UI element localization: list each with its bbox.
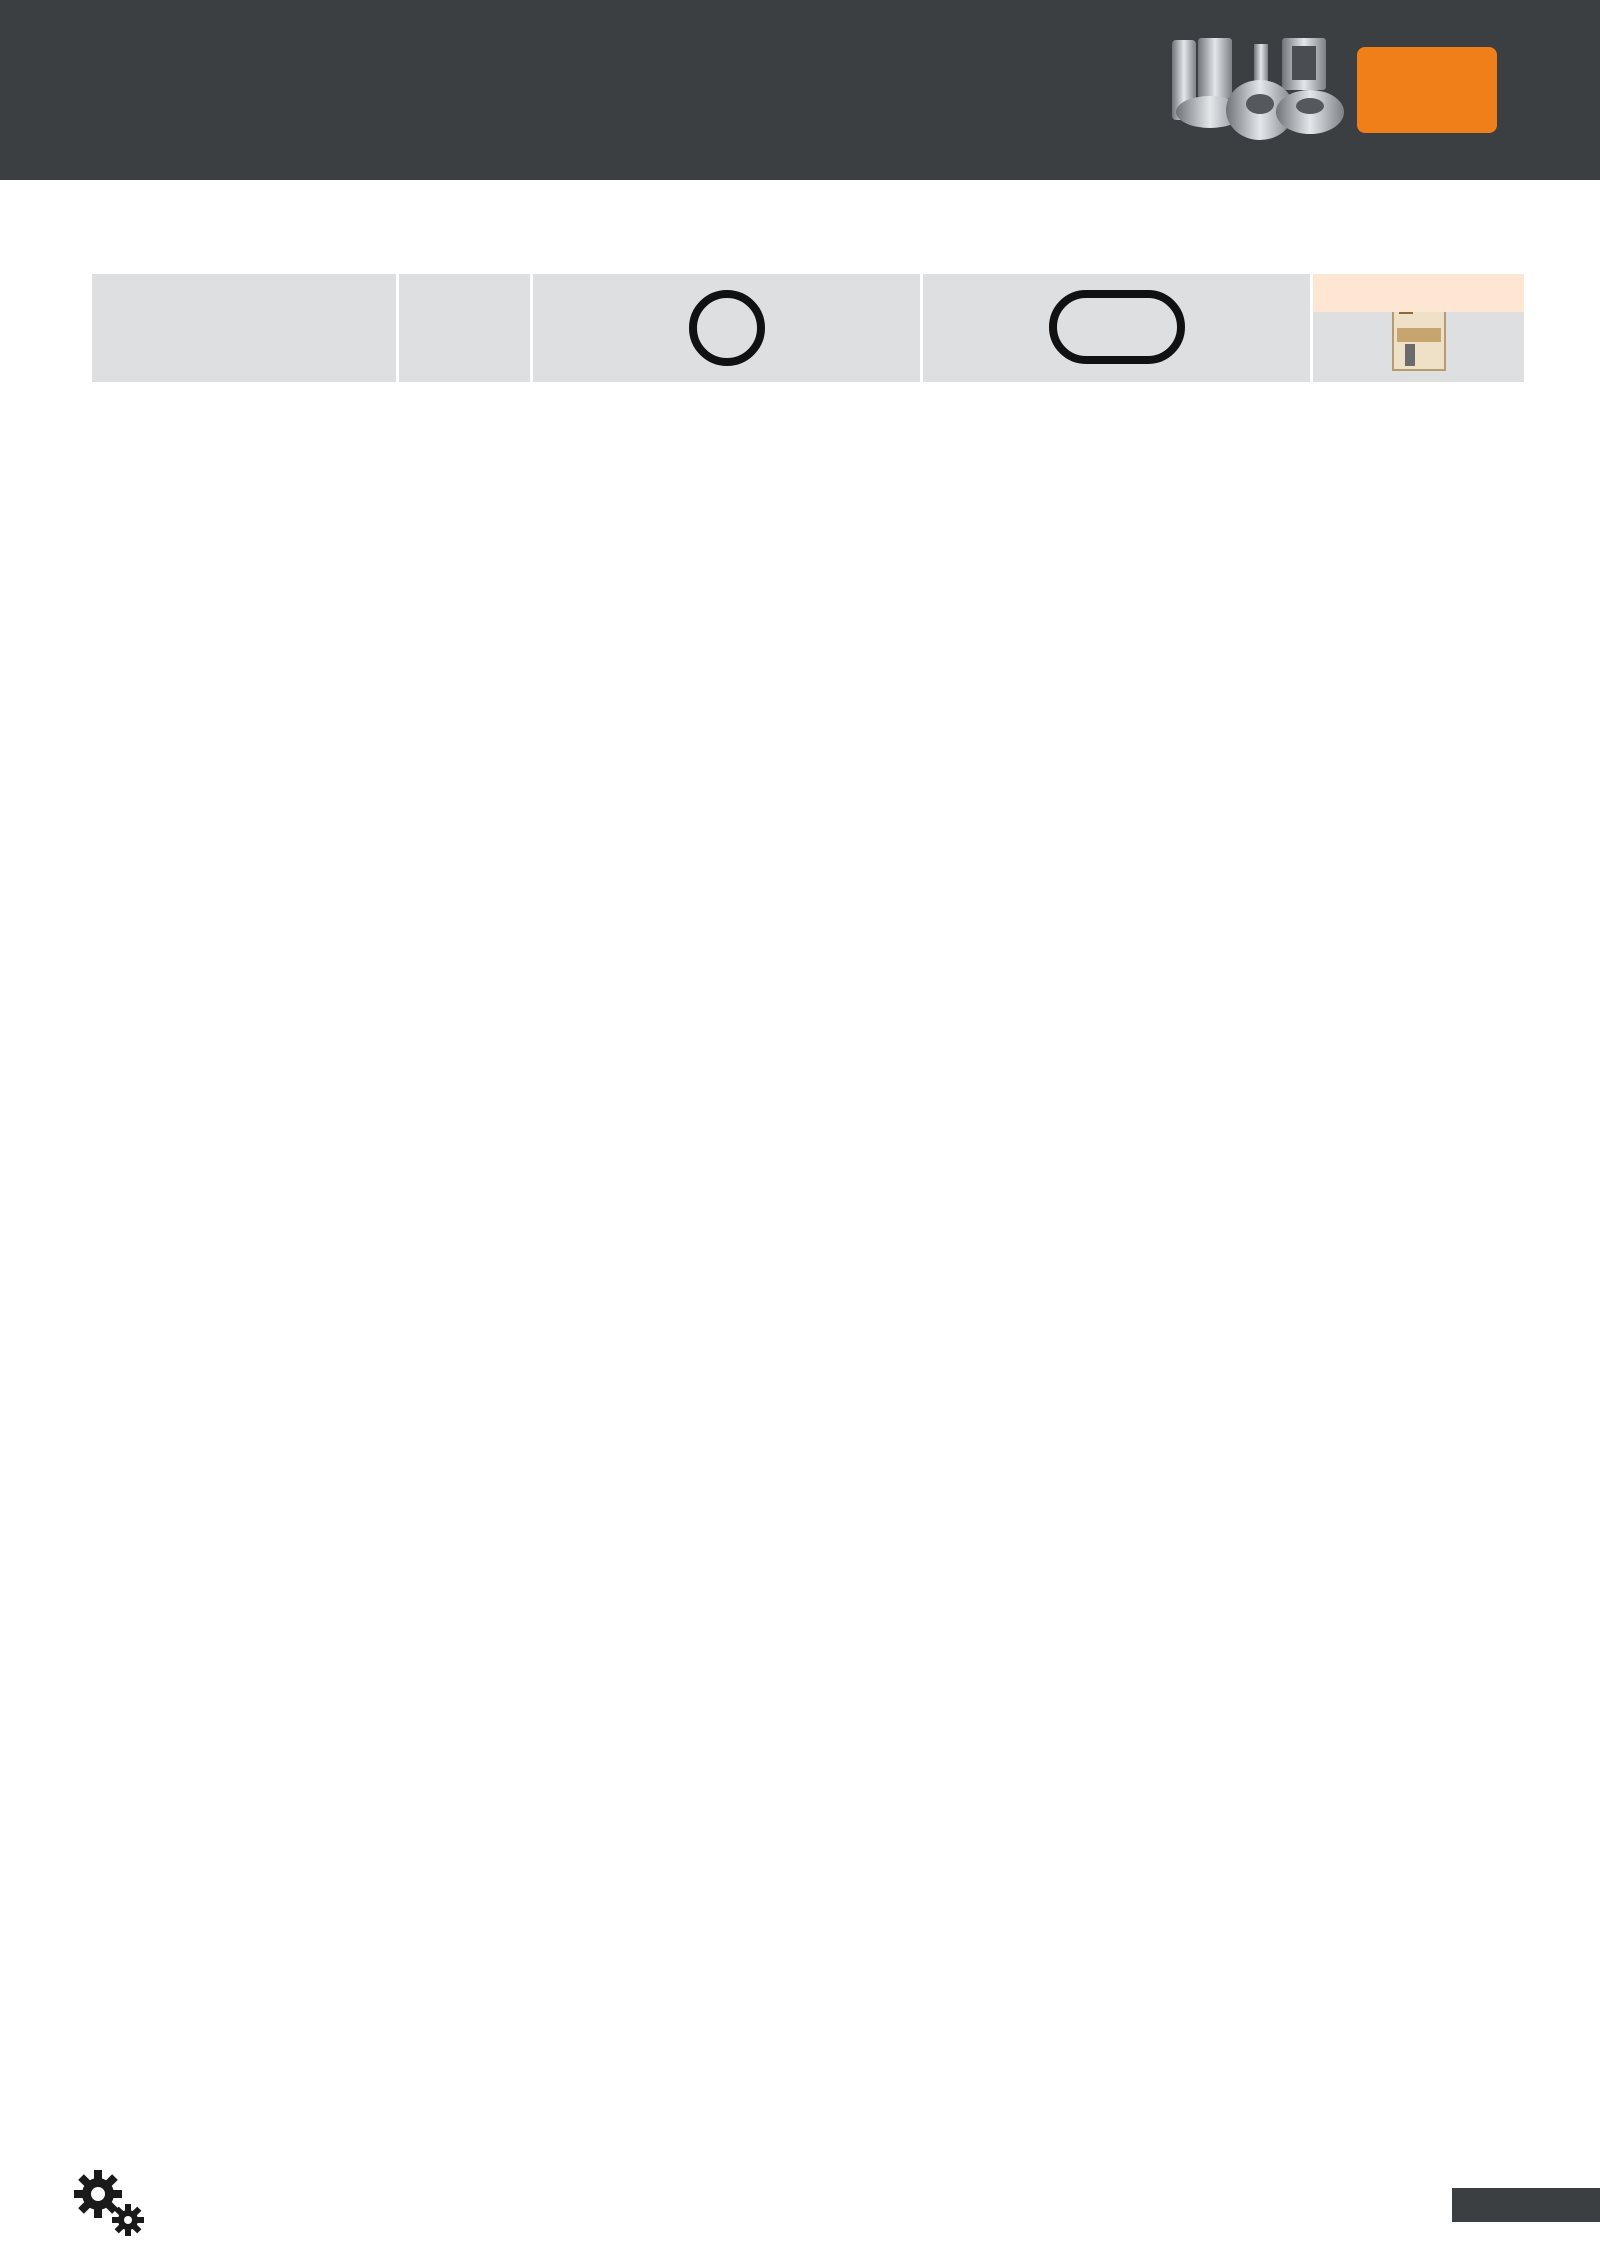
- oblong-outline-icon: [1047, 288, 1187, 368]
- circle-outline-icon: [687, 288, 767, 368]
- page-number: [1452, 2188, 1600, 2222]
- header-typ-cell: [396, 274, 530, 382]
- brand-logo[interactable]: [1357, 47, 1497, 133]
- gears-icon: [74, 2170, 148, 2240]
- header-bar: [0, 0, 1600, 180]
- footer: [0, 2150, 1600, 2230]
- machine-group-php-map: [1310, 274, 1524, 312]
- header-oblong-cell: [920, 274, 1310, 382]
- header-title-cell: [92, 274, 396, 382]
- tooling-photo-icon: [1162, 30, 1352, 150]
- dies-table: [92, 274, 1524, 382]
- header-round-cell: [530, 274, 920, 382]
